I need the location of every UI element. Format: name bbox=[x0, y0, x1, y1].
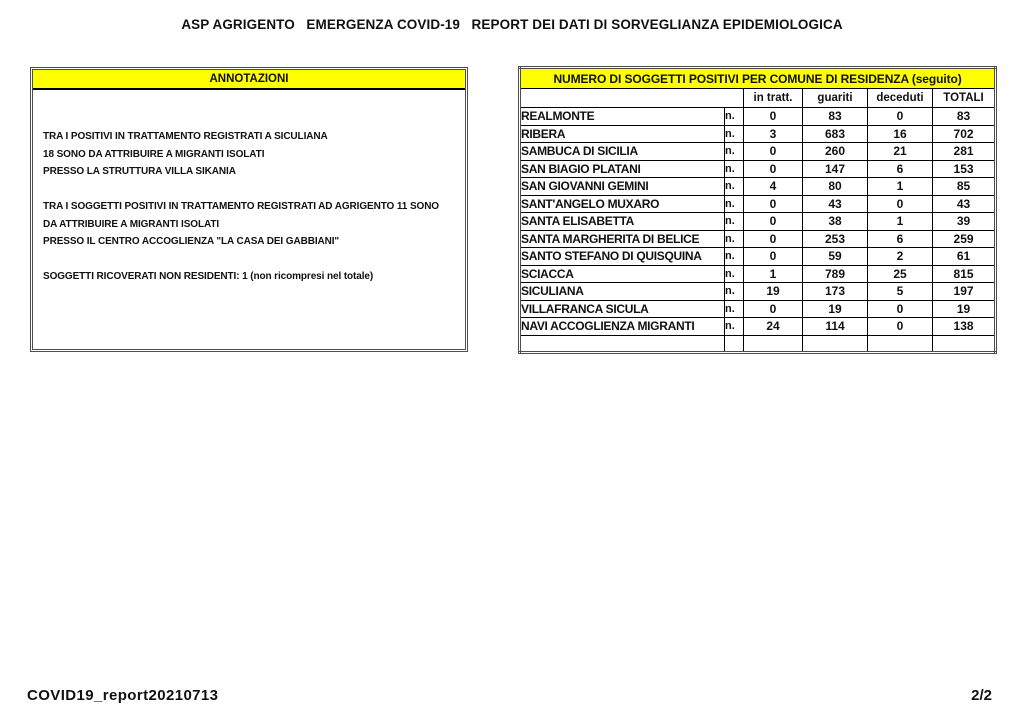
table-row bbox=[520, 195, 996, 213]
totali-cell: 85 bbox=[933, 178, 996, 196]
totali-cell: 39 bbox=[933, 213, 996, 231]
annotation-line: SOGGETTI RICOVERATI NON RESIDENTI: 1 (non ricompresi nel totale) bbox=[43, 271, 374, 282]
col-header-in-tratt: in tratt. bbox=[744, 89, 803, 108]
table-row bbox=[520, 178, 996, 196]
comune-cell: SICULIANA bbox=[520, 283, 725, 301]
n-cell: n. bbox=[725, 300, 744, 318]
guariti-cell: 173 bbox=[803, 283, 868, 301]
table-row bbox=[520, 160, 996, 178]
deceduti-cell: 6 bbox=[868, 230, 933, 248]
guariti-cell: 114 bbox=[803, 318, 868, 336]
positives-table-container bbox=[518, 66, 997, 354]
footer-filename: COVID19_report20210713 bbox=[27, 687, 219, 704]
totali-cell: 259 bbox=[933, 230, 996, 248]
table-row bbox=[520, 283, 996, 301]
in-tratt-cell: 1 bbox=[744, 265, 803, 283]
n-cell: n. bbox=[725, 108, 744, 126]
annotation-line: PRESSO IL CENTRO ACCOGLIENZA "LA CASA DEI GABBIANI" bbox=[43, 236, 340, 247]
in-tratt-cell: 3 bbox=[744, 125, 803, 143]
in-tratt-cell: 4 bbox=[744, 178, 803, 196]
deceduti-cell: 5 bbox=[868, 283, 933, 301]
n-cell: n. bbox=[725, 160, 744, 178]
table-row bbox=[520, 318, 996, 336]
totali-cell: 138 bbox=[933, 318, 996, 336]
table-row bbox=[520, 230, 996, 248]
guariti-cell: 147 bbox=[803, 160, 868, 178]
guariti-cell: 260 bbox=[803, 143, 868, 161]
n-cell bbox=[725, 335, 744, 353]
n-cell: n. bbox=[725, 318, 744, 336]
in-tratt-cell: 0 bbox=[744, 300, 803, 318]
in-tratt-cell: 19 bbox=[744, 283, 803, 301]
annotations-box bbox=[30, 67, 468, 352]
guariti-cell: 43 bbox=[803, 195, 868, 213]
annotations-body bbox=[33, 90, 465, 286]
in-tratt-cell: 0 bbox=[744, 230, 803, 248]
comune-cell: REALMONTE bbox=[520, 108, 725, 126]
totali-cell: 281 bbox=[933, 143, 996, 161]
totali-cell: 83 bbox=[933, 108, 996, 126]
guariti-cell: 38 bbox=[803, 213, 868, 231]
comune-cell: SAMBUCA DI SICILIA bbox=[520, 143, 725, 161]
comune-cell: SAN BIAGIO PLATANI bbox=[520, 160, 725, 178]
n-cell: n. bbox=[725, 178, 744, 196]
guariti-cell: 59 bbox=[803, 248, 868, 266]
in-tratt-cell: 0 bbox=[744, 195, 803, 213]
annotation-line bbox=[43, 181, 459, 199]
deceduti-cell: 6 bbox=[868, 160, 933, 178]
annotation-line: TRA I SOGGETTI POSITIVI IN TRATTAMENTO REGISTRATI AD AGRIGENTO 11 SONO bbox=[43, 201, 439, 212]
n-cell: n. bbox=[725, 248, 744, 266]
table-row bbox=[520, 125, 996, 143]
n-cell: n. bbox=[725, 125, 744, 143]
annotations-header: ANNOTAZIONI bbox=[33, 70, 465, 90]
blank-header-cell bbox=[520, 89, 744, 108]
guariti-cell bbox=[803, 335, 868, 353]
annotation-line: DA ATTRIBUIRE A MIGRANTI ISOLATI bbox=[43, 218, 220, 230]
table-row bbox=[520, 300, 996, 318]
n-cell: n. bbox=[725, 283, 744, 301]
comune-cell bbox=[520, 335, 725, 353]
table-row bbox=[520, 143, 996, 161]
deceduti-cell: 2 bbox=[868, 248, 933, 266]
in-tratt-cell: 0 bbox=[744, 143, 803, 161]
deceduti-cell: 0 bbox=[868, 318, 933, 336]
guariti-cell: 789 bbox=[803, 265, 868, 283]
positives-table bbox=[518, 66, 997, 354]
col-header-totali: TOTALI bbox=[933, 89, 996, 108]
comune-cell: VILLAFRANCA SICULA bbox=[520, 300, 725, 318]
annotation-line: 18 SONO DA ATTRIBUIRE A MIGRANTI ISOLATI bbox=[43, 148, 265, 160]
deceduti-cell: 0 bbox=[868, 195, 933, 213]
table-row bbox=[520, 265, 996, 283]
totali-cell bbox=[933, 335, 996, 353]
deceduti-cell: 21 bbox=[868, 143, 933, 161]
table-row bbox=[520, 213, 996, 231]
deceduti-cell: 25 bbox=[868, 265, 933, 283]
totali-cell: 153 bbox=[933, 160, 996, 178]
comune-cell: SAN GIOVANNI GEMINI bbox=[520, 178, 725, 196]
annotation-line: PRESSO LA STRUTTURA VILLA SIKANIA bbox=[43, 166, 236, 177]
guariti-cell: 253 bbox=[803, 230, 868, 248]
in-tratt-cell bbox=[744, 335, 803, 353]
in-tratt-cell: 0 bbox=[744, 248, 803, 266]
in-tratt-cell: 24 bbox=[744, 318, 803, 336]
n-cell: n. bbox=[725, 230, 744, 248]
table-title-row bbox=[520, 68, 996, 89]
footer-page-number: 2/2 bbox=[971, 687, 992, 704]
table-row bbox=[520, 248, 996, 266]
deceduti-cell: 1 bbox=[868, 178, 933, 196]
n-cell: n. bbox=[725, 265, 744, 283]
in-tratt-cell: 0 bbox=[744, 213, 803, 231]
totali-cell: 19 bbox=[933, 300, 996, 318]
totali-cell: 43 bbox=[933, 195, 996, 213]
deceduti-cell: 1 bbox=[868, 213, 933, 231]
col-header-deceduti: deceduti bbox=[868, 89, 933, 108]
comune-cell: SANT'ANGELO MUXARO bbox=[520, 195, 725, 213]
comune-cell: RIBERA bbox=[520, 125, 725, 143]
comune-cell: SANTA MARGHERITA DI BELICE bbox=[520, 230, 725, 248]
annotation-line bbox=[43, 251, 459, 269]
totali-cell: 702 bbox=[933, 125, 996, 143]
guariti-cell: 80 bbox=[803, 178, 868, 196]
deceduti-cell: 0 bbox=[868, 300, 933, 318]
n-cell: n. bbox=[725, 195, 744, 213]
guariti-cell: 683 bbox=[803, 125, 868, 143]
table-row-empty bbox=[520, 335, 996, 353]
col-header-guariti: guariti bbox=[803, 89, 868, 108]
table-header-row bbox=[520, 89, 996, 108]
page-title: ASP AGRIGENTO EMERGENZA COVID-19 REPORT DEI DATI DI SORVEGLIANZA EPIDEMIOLOGICA bbox=[181, 17, 843, 32]
comune-cell: SCIACCA bbox=[520, 265, 725, 283]
table-row bbox=[520, 108, 996, 126]
n-cell: n. bbox=[725, 213, 744, 231]
annotation-line: TRA I POSITIVI IN TRATTAMENTO REGISTRATI A SICULIANA bbox=[43, 131, 328, 142]
in-tratt-cell: 0 bbox=[744, 108, 803, 126]
totali-cell: 61 bbox=[933, 248, 996, 266]
comune-cell: SANTA ELISABETTA bbox=[520, 213, 725, 231]
comune-cell: SANTO STEFANO DI QUISQUINA bbox=[520, 248, 725, 266]
deceduti-cell bbox=[868, 335, 933, 353]
table-title: NUMERO DI SOGGETTI POSITIVI PER COMUNE DI RESIDENZA (seguito) bbox=[520, 68, 996, 89]
comune-cell: NAVI ACCOGLIENZA MIGRANTI bbox=[520, 318, 725, 336]
guariti-cell: 83 bbox=[803, 108, 868, 126]
totali-cell: 197 bbox=[933, 283, 996, 301]
in-tratt-cell: 0 bbox=[744, 160, 803, 178]
deceduti-cell: 16 bbox=[868, 125, 933, 143]
guariti-cell: 19 bbox=[803, 300, 868, 318]
deceduti-cell: 0 bbox=[868, 108, 933, 126]
totali-cell: 815 bbox=[933, 265, 996, 283]
n-cell: n. bbox=[725, 143, 744, 161]
